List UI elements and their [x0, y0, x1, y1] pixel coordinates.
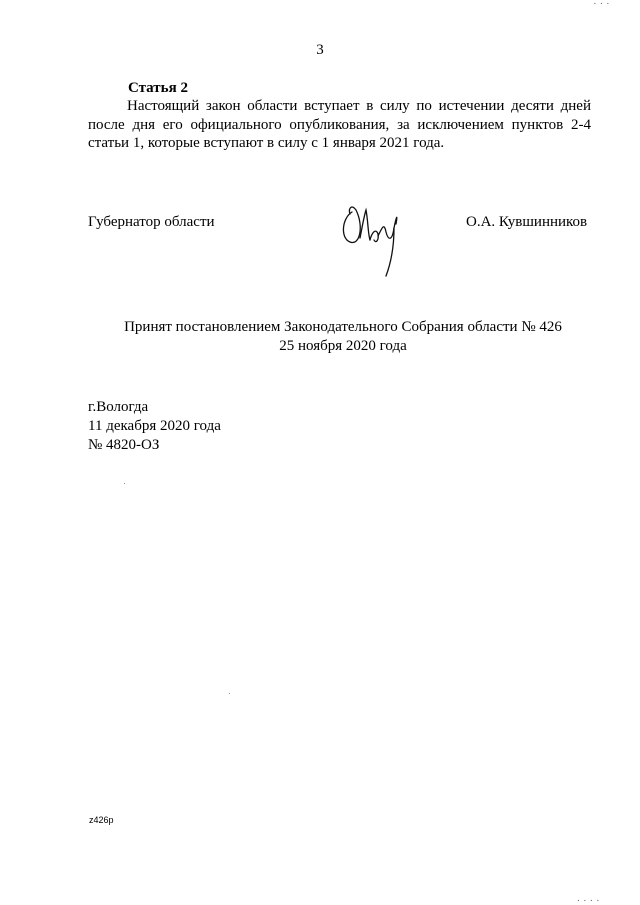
- governor-title: Губернатор области: [88, 214, 215, 230]
- adoption-note: [0, 318, 640, 356]
- law-number: № 4820-ОЗ: [88, 437, 160, 453]
- scan-mark-bottom: . . . .: [577, 893, 600, 903]
- scan-speck: [124, 483, 125, 484]
- document-code: z426p: [89, 815, 114, 825]
- article-body: Настоящий закон области вступает в силу по истечении десяти дней после дня его официального опубликования, за исключением пунктов 2-4 статьи 1, которые вступают в силу с 1 января 2021 года.: [88, 98, 591, 151]
- adoption-line-resolution: Принят постановлением Законодательного Собрания области № 426: [124, 319, 562, 335]
- article-heading: Статья 2: [128, 80, 188, 96]
- governor-name: О.А. Кувшинников: [466, 214, 588, 230]
- adoption-line-date: 25 ноября 2020 года: [279, 338, 407, 354]
- signing-date: 11 декабря 2020 года: [88, 418, 221, 434]
- scan-mark-top: . . .: [593, 0, 610, 6]
- city: г.Вологда: [88, 399, 149, 415]
- scan-speck: [229, 693, 230, 694]
- handwritten-signature: [338, 198, 410, 278]
- place-date-number: [88, 398, 221, 455]
- page-number: 3: [316, 42, 324, 58]
